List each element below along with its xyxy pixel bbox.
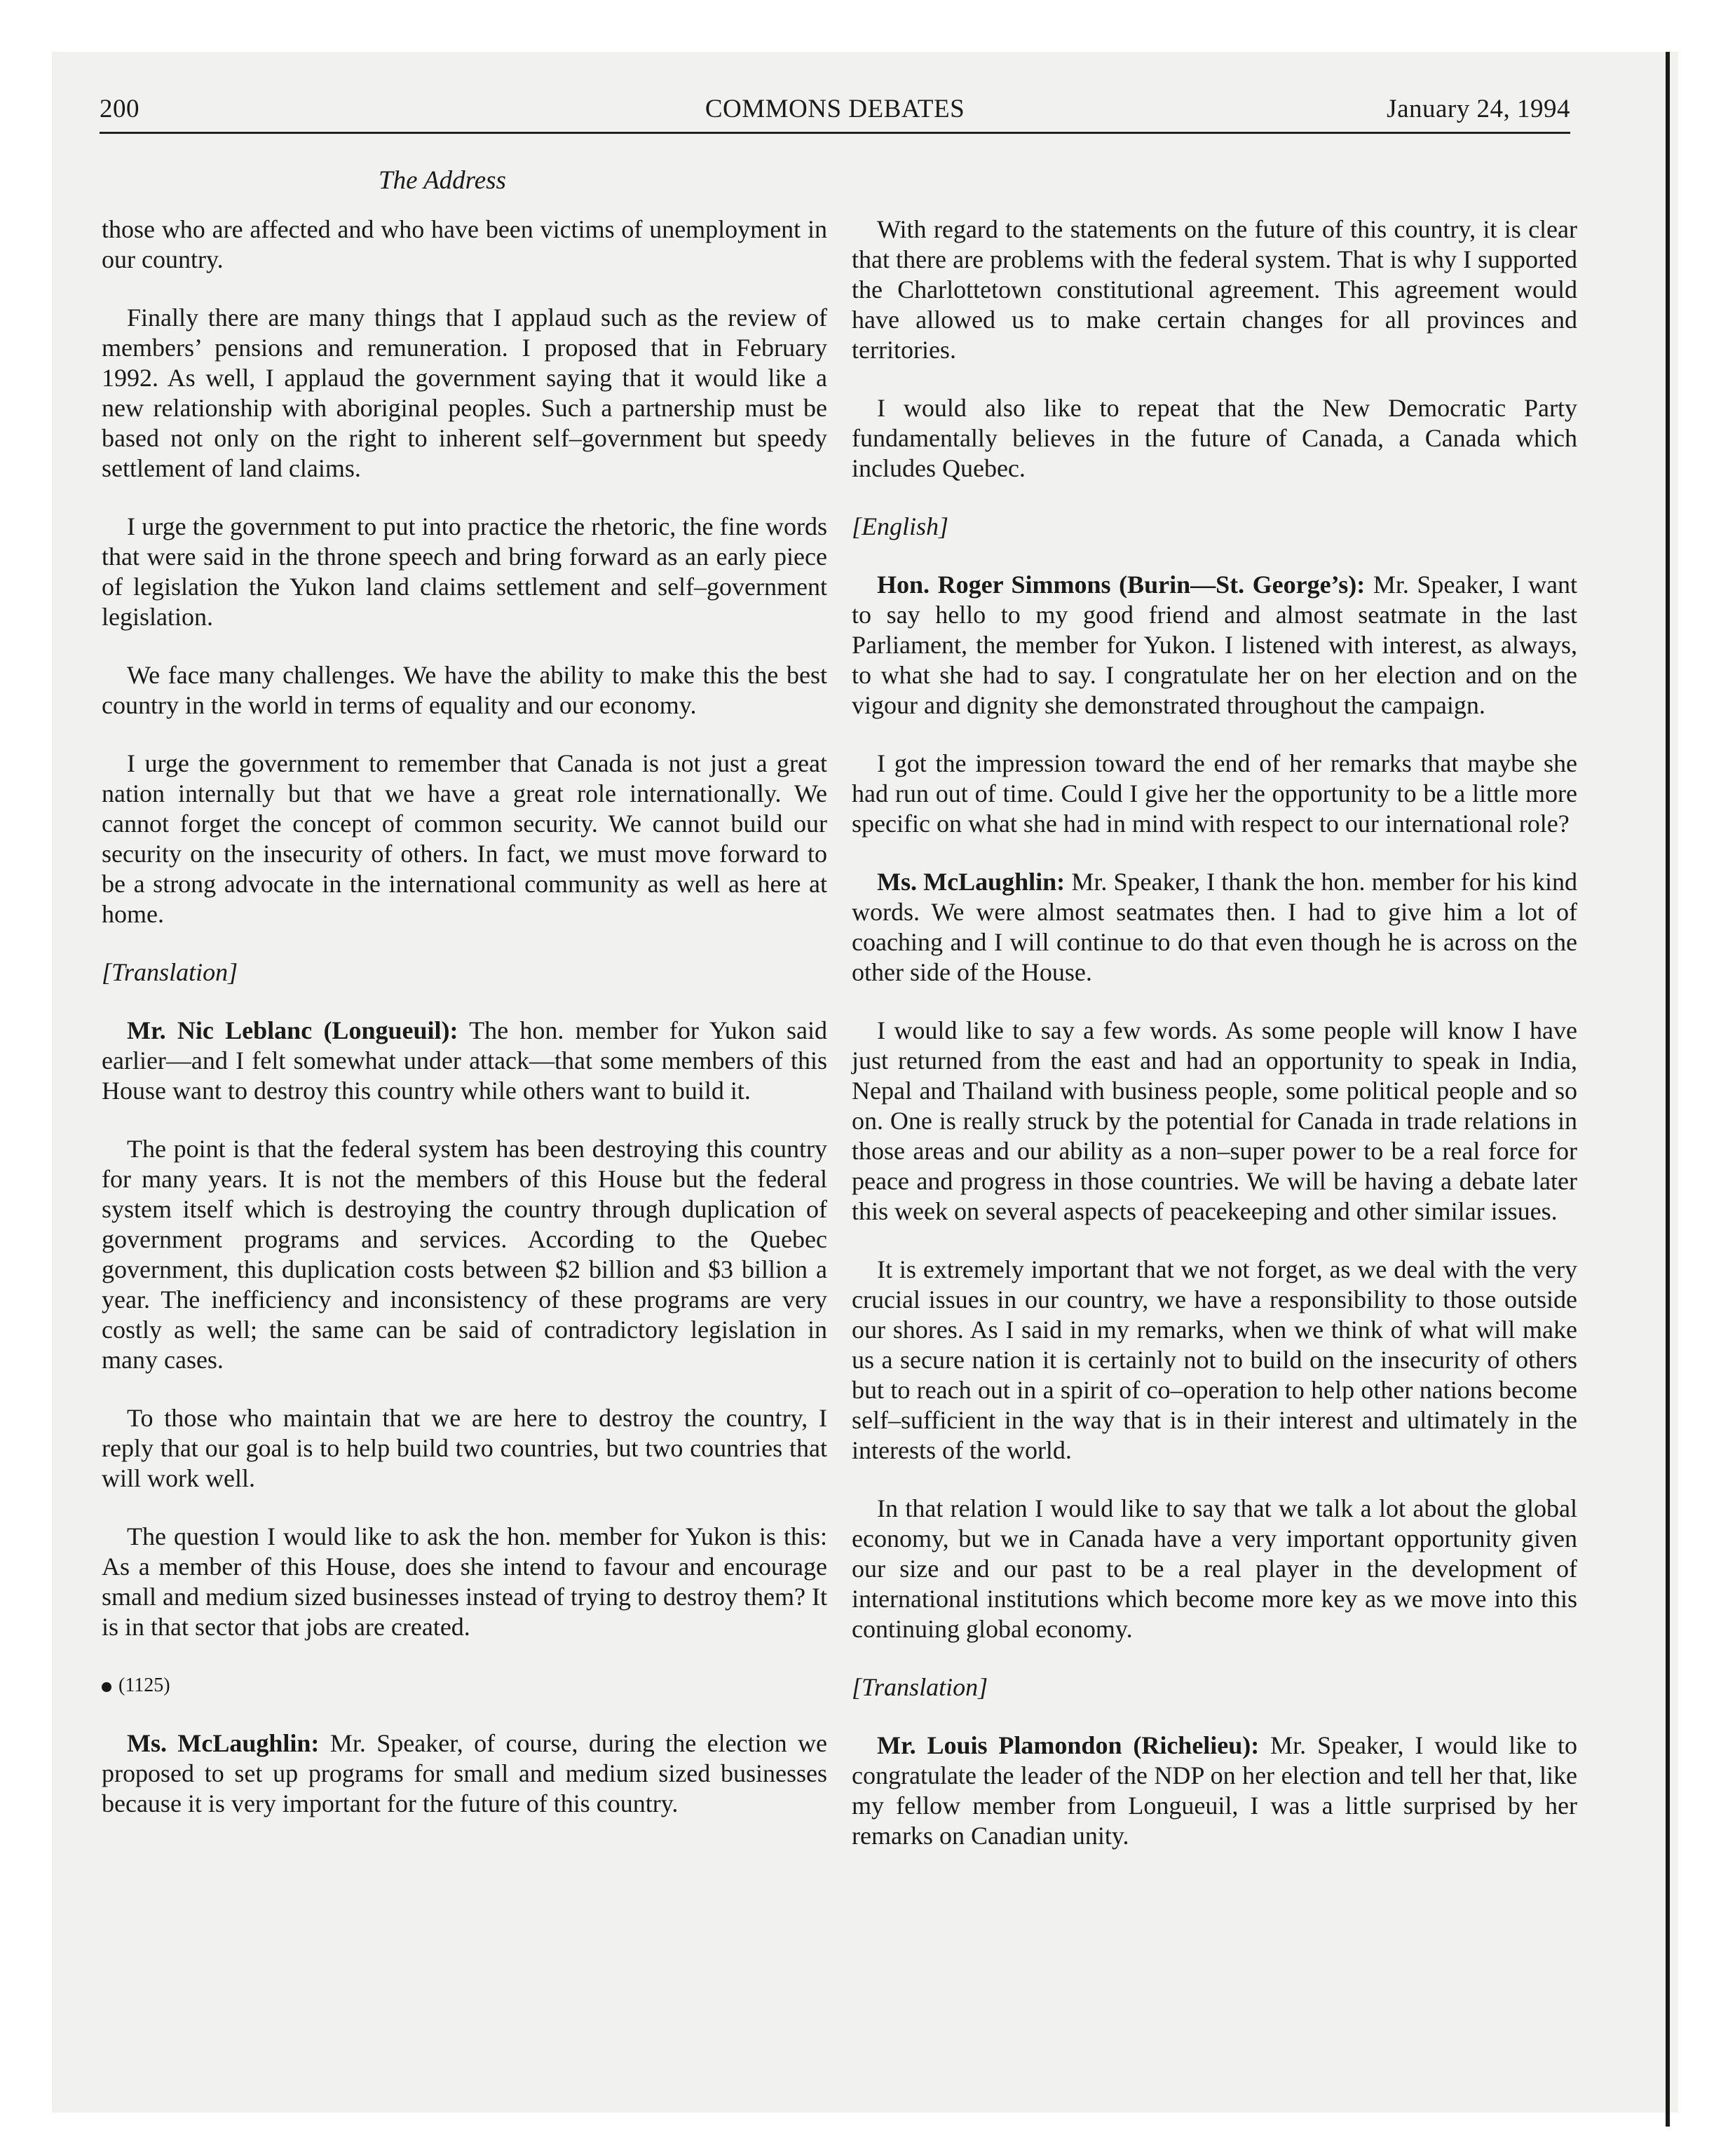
speech-paragraph [852,1731,1577,1851]
speech-paragraph [852,570,1577,721]
paragraph: It is extremely important that we not forget, as we deal with the very crucial issues in our country, we have a responsibility to those outside our shores. As I said in my remarks, when we think of what will make us a secure nation it is certainly not to build on the insecurity of others but to reach out in a spirit of co–operation to help other nations become self–sufficient in the way that is in their interest and ultimately in the interests of the world. [852,1255,1577,1464]
time-marker-text: (1125) [118,1674,170,1696]
right-column [852,214,1577,1879]
language-rubric: [Translation] [852,1673,988,1701]
paragraph: I would like to say a few words. As some people will know I have just returned from the east and had an opportunity to speak in India, Nepal and Thailand with business people, some political people and so on. One is really struck by the potential for Canada in trade relations in those areas and our ability as a non–super power to be a real force for peace and progress in those countries. We will be having a debate later this week on several aspects of peacekeeping and other similar issues. [852,1016,1577,1225]
language-rubric: [English] [852,512,949,540]
paragraph: those who are affected and who have been victims of unemployment in our country. [102,215,827,273]
paragraph: Finally there are many things that I applaud such as the review of members’ pensions and remuneration. I proposed that in February 1992. As well, I applaud the government saying that it would like a new relationship with aboriginal peoples. Such a partnership must be based not only on the right to inherent self–government but speedy settlement of land claims. [102,303,827,482]
paragraph: The point is that the federal system has been destroying this country for many years. It is not the members of this House but the federal system itself which is destroying the country through duplication of government programs and services. According to the Quebec government, this duplication costs between $2 billion and $3 billion a year. The inefficiency and inconsistency of these programs are very costly as well; the same can be said of contradictory legislation in many cases. [102,1135,827,1374]
speaker-name: Hon. Roger Simmons (Burin—St. George’s): [877,571,1366,599]
speaker-name: Ms. McLaughlin: [127,1729,320,1757]
header-rule [100,132,1570,134]
publication-title: COMMONS DEBATES [705,95,965,123]
left-column [102,214,827,1847]
speech-paragraph [852,867,1577,988]
speech-paragraph [102,1016,827,1106]
paragraph: In that relation I would like to say that we talk a lot about the global economy, but we in Canada have a very important opportunity given our size and our past to be a real player in the development of international institutions which become more key as we move into this continuing global economy. [852,1494,1577,1643]
page-number: 200 [100,95,140,123]
speaker-name: Mr. Nic Leblanc (Longueuil): [127,1016,458,1044]
paragraph: The question I would like to ask the hon. member for Yukon is this: As a member of this House, does she intend to favour and encourage small and medium sized businesses instead of trying to destroy them? It is in that sector that jobs are created. [102,1522,827,1641]
paragraph: I would also like to repeat that the New Democratic Party fundamentally believes in the future of Canada, a Canada which includes Quebec. [852,394,1577,482]
paragraph: I urge the government to put into practice the rhetoric, the fine words that were said in the throne speech and bring forward as an early piece of legislation the Yukon land claims settlement and self–government legislation. [102,512,827,631]
paragraph: We face many challenges. We have the ability to make this the best country in the world in terms of equality and our economy. [102,661,827,719]
speech-text: Mr. Speaker, I thank the hon. member for his kind words. We were almost seatmates then. I had to give him a lot of coaching and I will continue to do that even though he is across on the other side of the House. [852,868,1578,986]
issue-date: January 24, 1994 [1387,95,1570,123]
bullet-icon [102,1682,111,1692]
page-edge-line [1666,52,1670,2127]
speech-text: Mr. Speaker, I want to say hello to my good friend and almost seatmate in the last Parliament, the member for Yukon. I listened with interest, as always, to what she had to say. I congratulate her on her election and on the vigour and dignity she demonstrated throughout the campaign. [852,571,1578,719]
language-rubric: [Translation] [102,958,238,986]
speaker-name: Mr. Louis Plamondon (Richelieu): [877,1731,1260,1759]
speech-text: The hon. member for Yukon said earlier—and I felt somewhat under attack—that some members of this House want to destroy this country while others want to build it. [102,1016,828,1105]
paragraph: To those who maintain that we are here to destroy the country, I reply that our goal is to help build two countries, but two countries that will work well. [102,1404,827,1492]
section-title: The Address [379,166,506,195]
speech-text: Mr. Speaker, I would like to congratulate the leader of the NDP on her election and tell her that, like my fellow member from Longueuil, I was a little surprised by her remarks on Canadian unity. [852,1731,1577,1850]
time-marker [102,1670,827,1700]
speech-paragraph [102,1728,827,1819]
paragraph: I got the impression toward the end of her remarks that maybe she had run out of time. Could I give her the opportunity to be a little more specific on what she had in mind with respect to our international role? [852,749,1577,838]
paragraph: I urge the government to remember that Canada is not just a great nation internally but that we have a great role internationally. We cannot forget the concept of common security. We cannot build our security on the insecurity of others. In fact, we must move forward to be a strong advocate in the international community as well as here at home. [102,749,827,928]
speech-text: Mr. Speaker, of course, during the election we proposed to set up programs for small and medium sized businesses because it is very important for the future of this country. [102,1729,827,1817]
speaker-name: Ms. McLaughlin: [877,868,1066,896]
running-head [100,94,1570,130]
paragraph: With regard to the statements on the future of this country, it is clear that there are problems with the federal system. That is why I supported the Charlottetown constitutional agreement. This agreement would have allowed us to make certain changes for all provinces and territories. [852,215,1577,364]
